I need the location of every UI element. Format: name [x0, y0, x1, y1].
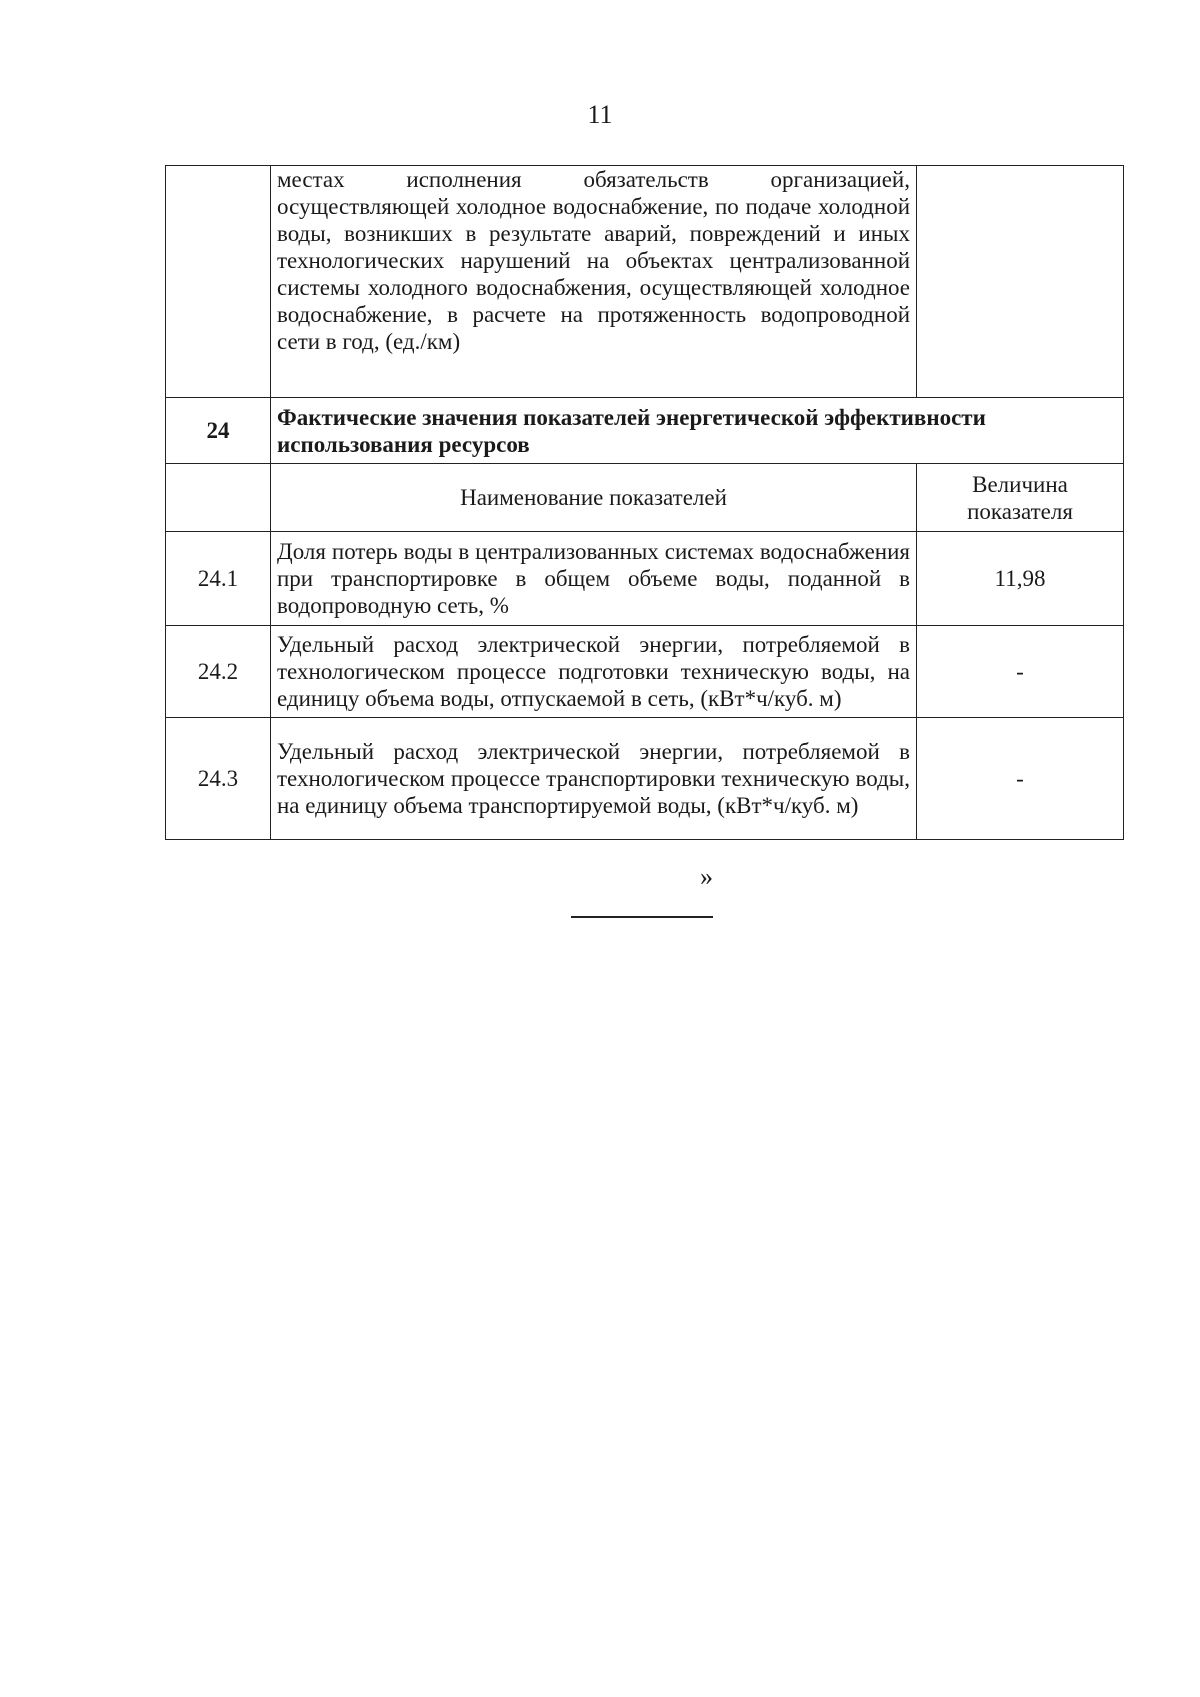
table-row — [166, 626, 1124, 718]
row-number: 24.1 — [166, 532, 271, 626]
section-number: 24 — [166, 398, 271, 464]
row-description: Удельный расход электрической энергии, потребляемой в технологическом процессе транспортировки техническую воды, на единицу объема транспортируемой воды, (кВт*ч/куб. м) — [271, 718, 917, 840]
row-value: - — [917, 626, 1124, 718]
header-value: Величина показателя — [917, 464, 1124, 532]
section-row — [166, 398, 1124, 464]
table-header-row — [166, 464, 1124, 532]
closing-quote-mark: » — [700, 862, 713, 891]
page-number: 11 — [587, 100, 613, 129]
table-row-continuation — [166, 166, 1124, 398]
header-name: Наименование показателей — [271, 464, 917, 532]
row-value — [917, 166, 1124, 398]
section-title: Фактические значения показателей энергетической эффективности использования ресурсов — [271, 398, 1124, 464]
end-divider-line — [571, 916, 713, 918]
row-description: Удельный расход электрической энергии, потребляемой в технологическом процессе подготовки техническую воды, на единицу объема воды, отпускаемой в сеть, (кВт*ч/куб. м) — [271, 626, 917, 718]
row-value: 11,98 — [917, 532, 1124, 626]
header-number — [166, 464, 271, 532]
indicators-table — [165, 165, 1124, 840]
row-number: 24.3 — [166, 718, 271, 840]
row-number: 24.2 — [166, 626, 271, 718]
row-value: - — [917, 718, 1124, 840]
row-description: местах исполнения обязательств организацией, осуществляющей холодное водоснабжение, по подаче холодной воды, возникших в результате аварий, повреждений и иных технологических нарушений на объектах централизованной системы холодного водоснабжения, осуществляющей холодное водоснабжение, в расчете на протяженность водопроводной сети в год, (ед./км) — [271, 166, 917, 398]
row-number — [166, 166, 271, 398]
table-row — [166, 532, 1124, 626]
table-row — [166, 718, 1124, 840]
row-description: Доля потерь воды в централизованных системах водоснабжения при транспортировке в общем объеме воды, поданной в водопроводную сеть, % — [271, 532, 917, 626]
